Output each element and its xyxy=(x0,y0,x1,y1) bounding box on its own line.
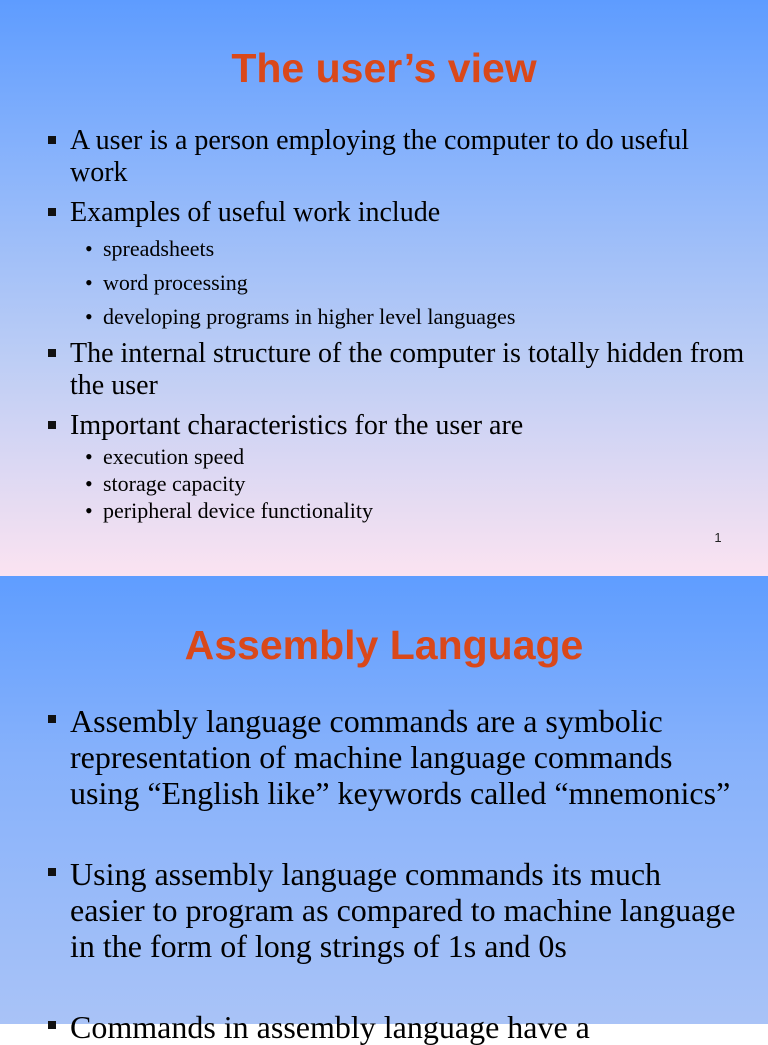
dot-bullet-icon: • xyxy=(85,471,93,496)
bullet-text: Assembly language commands are a symbolic representation of machine language commands using “English like” keywords called “mnemonics” xyxy=(70,703,731,811)
sub-bullet-text: peripheral device functionality xyxy=(103,498,373,523)
sub-bullet-item xyxy=(85,471,246,497)
sub-bullet-item xyxy=(85,498,373,524)
square-bullet-icon xyxy=(48,208,56,216)
slide-title: The user’s view xyxy=(231,45,537,91)
bullet-text: A user is a person employing the computer to do useful work xyxy=(70,125,689,188)
bullet-item xyxy=(70,1009,740,1045)
square-bullet-icon xyxy=(48,715,56,723)
dot-bullet-icon: • xyxy=(85,270,93,295)
square-bullet-icon xyxy=(48,868,56,876)
square-bullet-icon xyxy=(48,421,56,429)
square-bullet-icon xyxy=(48,349,56,357)
sub-bullet-text: developing programs in higher level languages xyxy=(103,304,516,329)
square-bullet-icon xyxy=(48,136,56,144)
sub-bullet-item xyxy=(85,270,248,296)
dot-bullet-icon: • xyxy=(85,444,93,469)
sub-bullet-text: execution speed xyxy=(103,444,245,469)
bullet-item xyxy=(70,338,750,402)
bullet-text: The internal structure of the computer is totally hidden from the user xyxy=(70,338,745,401)
dot-bullet-icon: • xyxy=(85,304,93,329)
bullet-item xyxy=(70,703,740,811)
sub-bullet-item xyxy=(85,304,516,330)
dot-bullet-icon: • xyxy=(85,498,93,523)
bullet-item xyxy=(70,125,750,189)
bullet-item xyxy=(70,856,740,964)
bullet-text: Examples of useful work include xyxy=(70,197,441,228)
sub-bullet-text: storage capacity xyxy=(103,471,246,496)
bullet-item xyxy=(70,197,750,229)
dot-bullet-icon: • xyxy=(85,236,93,261)
slide-2 xyxy=(0,576,768,1045)
bullet-text: Important characteristics for the user are xyxy=(70,410,524,441)
square-bullet-icon xyxy=(48,1021,56,1029)
sub-bullet-item xyxy=(85,444,245,470)
bullet-text: Using assembly language commands its much easier to program as compared to machine language in the form of long strings of 1s and 0s xyxy=(70,856,736,964)
sub-bullet-text: word processing xyxy=(103,270,248,295)
sub-bullet-text: spreadsheets xyxy=(103,236,215,261)
bullet-item xyxy=(70,410,750,442)
slide-title: Assembly Language xyxy=(184,622,584,668)
sub-bullet-item xyxy=(85,236,215,262)
page-number: 1 xyxy=(714,530,722,545)
bullet-text: Commands in assembly language have a xyxy=(70,1009,590,1045)
